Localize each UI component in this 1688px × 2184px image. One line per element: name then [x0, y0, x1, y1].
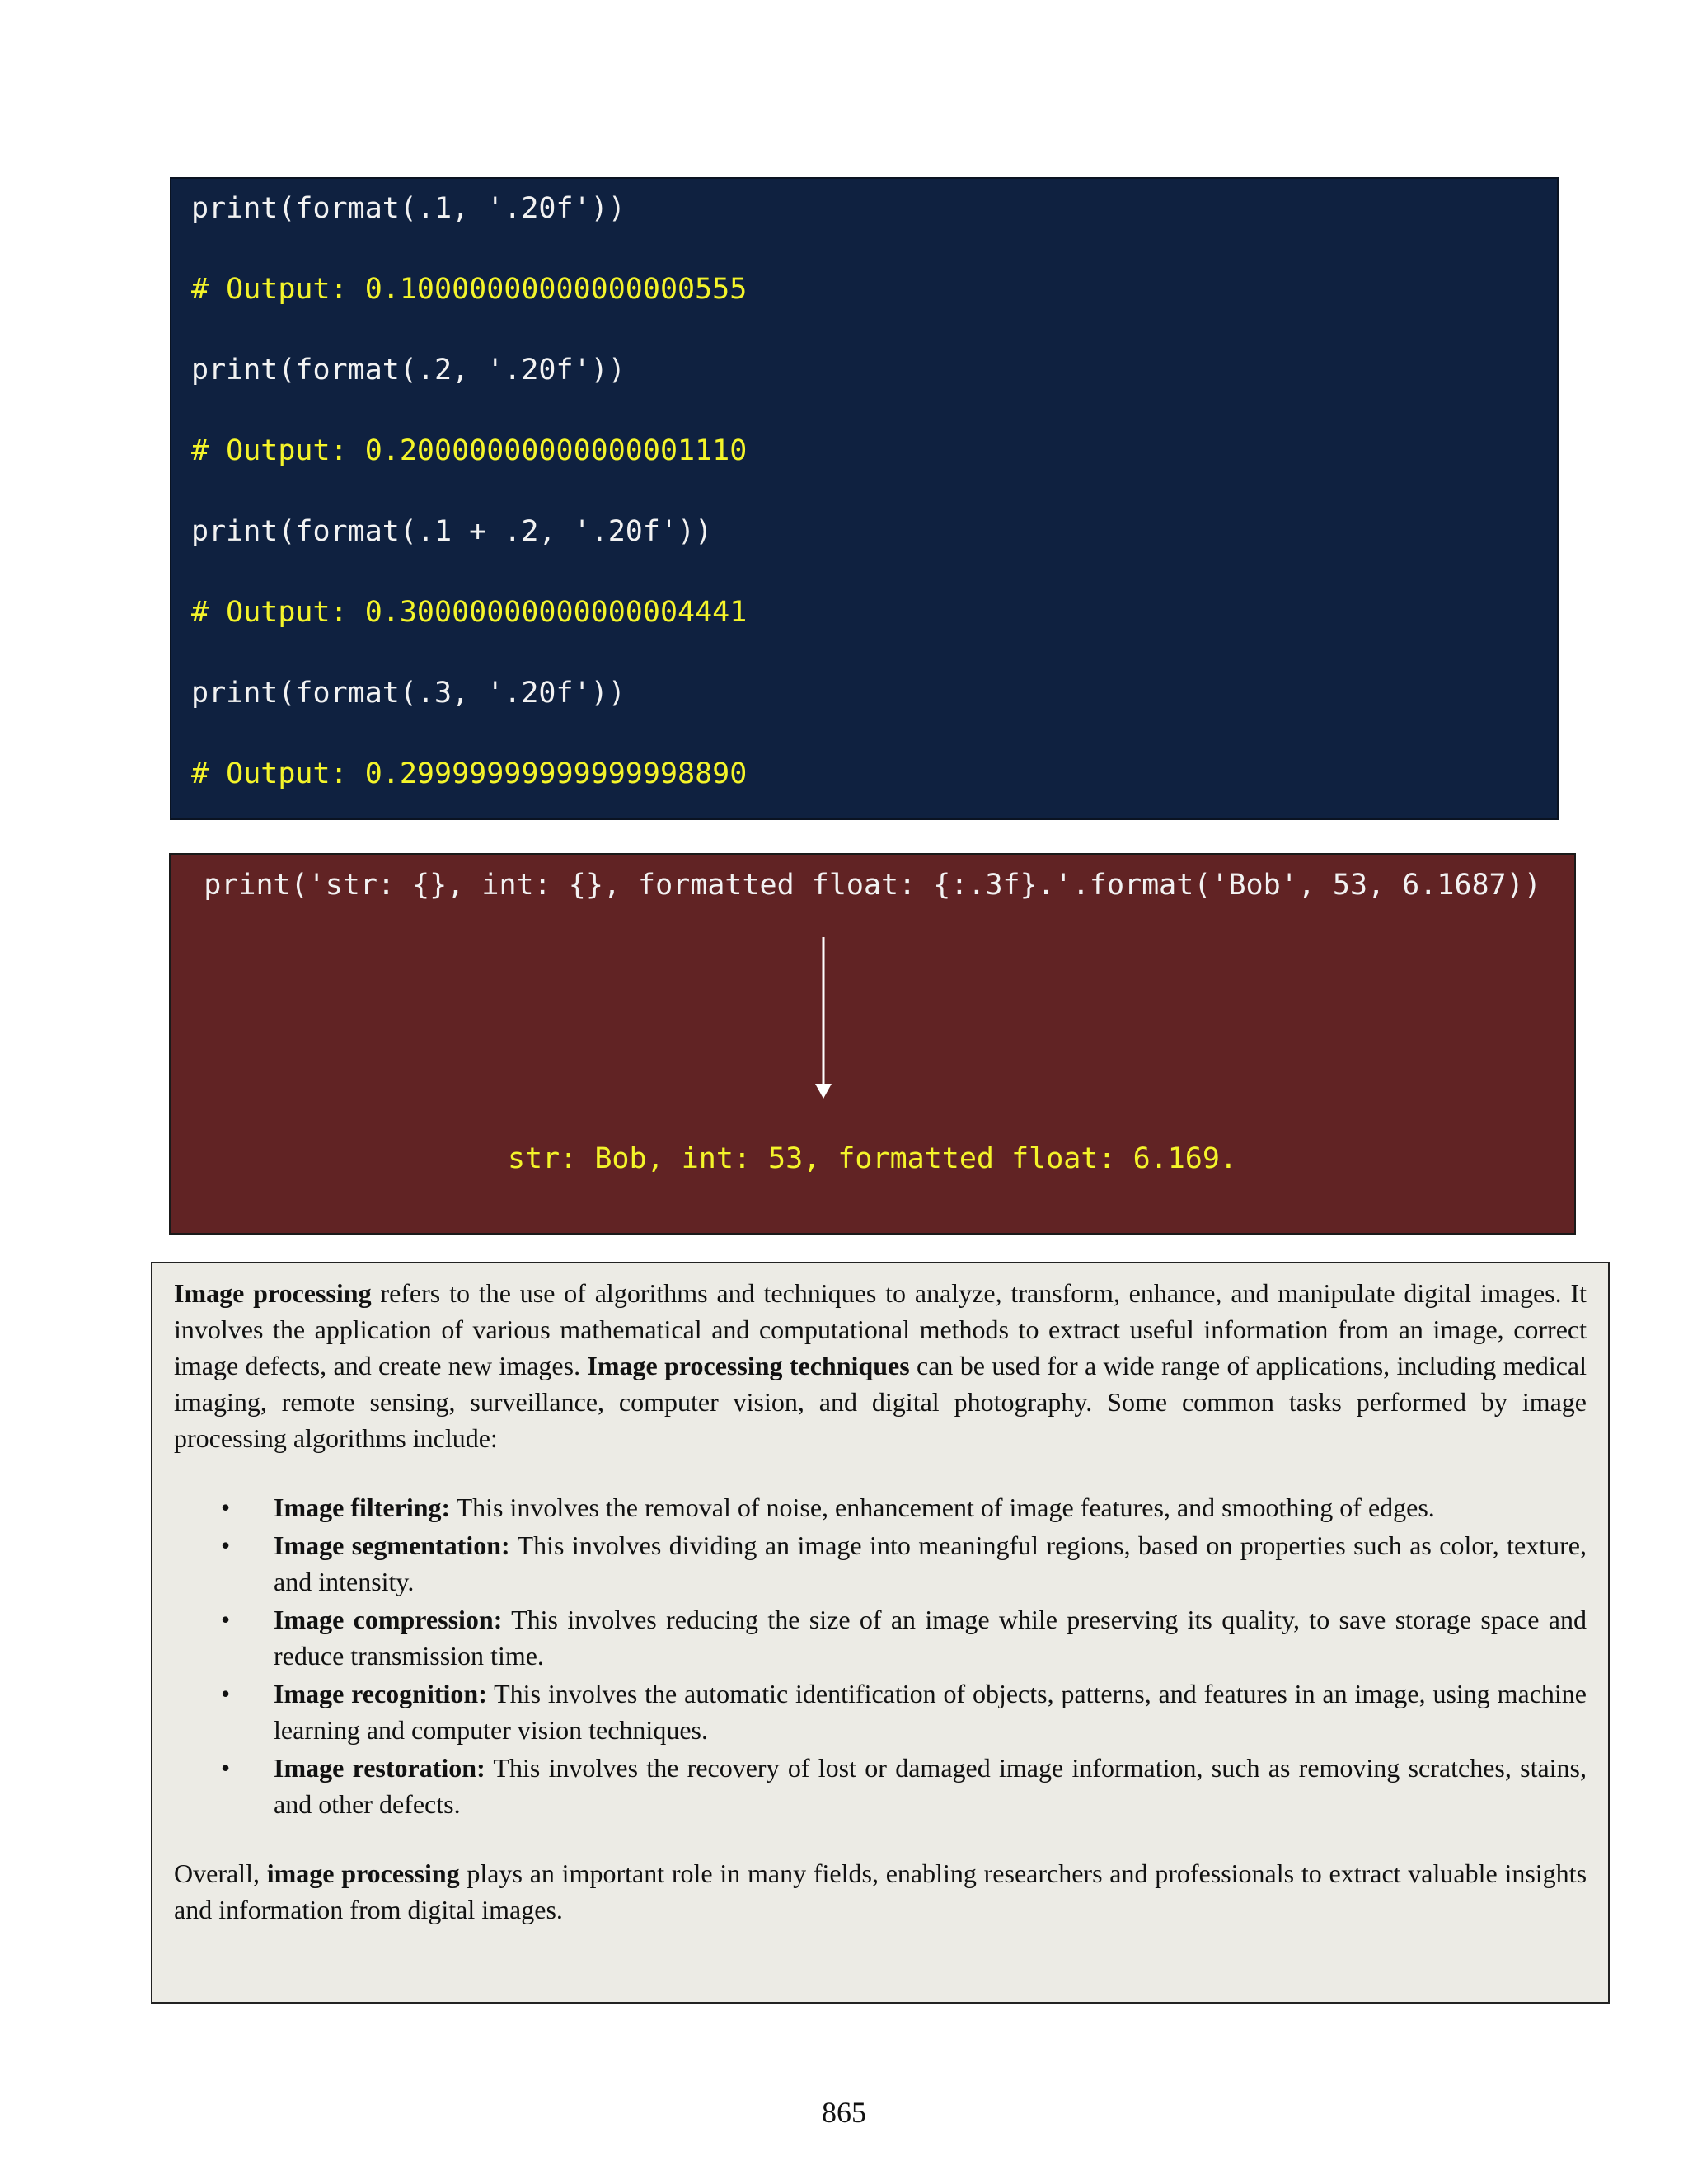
code-line: print(format(.1 + .2, '.20f')) [191, 515, 713, 548]
code-line: print(format(.1, '.20f')) [191, 192, 626, 225]
list-item [221, 1750, 1587, 1822]
bold-term: Image processing techniques [587, 1351, 910, 1380]
paragraph-text: Overall, [174, 1858, 267, 1888]
bullet: • [221, 1679, 231, 1708]
list-item-term: Image restoration: [274, 1753, 485, 1783]
list-item [221, 1527, 1587, 1600]
page-number: 865 [822, 2096, 866, 2129]
format-result: str: Bob, int: 53, formatted float: 6.169. [507, 1142, 1237, 1175]
code-comment-line: # Output: 0.20000000000000001110 [191, 434, 748, 467]
bullet: • [221, 1605, 231, 1634]
image-processing-textbox [151, 1262, 1610, 2004]
list-item-text: This involves the recovery of lost or damaged image information, such as removing scratches, stains, and other defects. [274, 1753, 1587, 1819]
code-line: print(format(.3, '.20f')) [191, 677, 626, 710]
list-item [221, 1675, 1587, 1748]
code-block-string-format [169, 853, 1576, 1235]
list-item [221, 1489, 1587, 1526]
bullet: • [221, 1753, 231, 1783]
bullet: • [221, 1530, 231, 1560]
list-item-term: Image recognition: [274, 1679, 487, 1708]
paragraph-text: refers to the use of algorithms and techniques to analyze, transform, enhance, and manipulate digital images. It involves the application of various mathematical and computational methods to extract useful information from an image, correct image defects, and create new images. [174, 1278, 1587, 1380]
list-item [221, 1601, 1587, 1674]
task-list [174, 1489, 1587, 1822]
code-comment-line: # Output: 0.30000000000000004441 [191, 596, 748, 629]
bold-term: Image processing [174, 1278, 372, 1308]
paragraph-text: can be used for a wide range of applications, including medical imaging, remote sensing, surveillance, computer vision, and digital photography. Some common tasks performed by image processing algorithms include: [174, 1351, 1587, 1453]
format-statement: print('str: {}, int: {}, formatted float: {:.3f}.'.format('Bob', 53, 6.1687)) [204, 869, 1541, 902]
list-item-term: Image segmentation: [274, 1530, 510, 1560]
list-item-term: Image compression: [274, 1605, 503, 1634]
code-block-float-format [170, 177, 1559, 820]
list-item-text: This involves the automatic identification of objects, patterns, and features in an image, using machine learning and computer vision techniques. [274, 1679, 1587, 1745]
bold-term: image processing [266, 1858, 460, 1888]
bullet: • [221, 1493, 231, 1522]
intro-paragraph [174, 1275, 1587, 1456]
list-item-text: This involves reducing the size of an image while preserving its quality, to save storage space and reduce transmission time. [274, 1605, 1587, 1671]
list-item-text: This involves dividing an image into meaningful regions, based on properties such as color, texture, and intensity. [274, 1530, 1587, 1596]
conclusion-paragraph [174, 1855, 1587, 1928]
code-comment-line: # Output: 0.29999999999999998890 [191, 757, 748, 790]
code-comment-line: # Output: 0.10000000000000000555 [191, 273, 748, 306]
paragraph-text: plays an important role in many fields, enabling researchers and professionals to extract valuable insights and information from digital images. [174, 1858, 1587, 1924]
list-item-text: This involves the removal of noise, enhancement of image features, and smoothing of edges. [450, 1493, 1435, 1522]
list-item-term: Image filtering: [274, 1493, 451, 1522]
code-line: print(format(.2, '.20f')) [191, 354, 626, 387]
